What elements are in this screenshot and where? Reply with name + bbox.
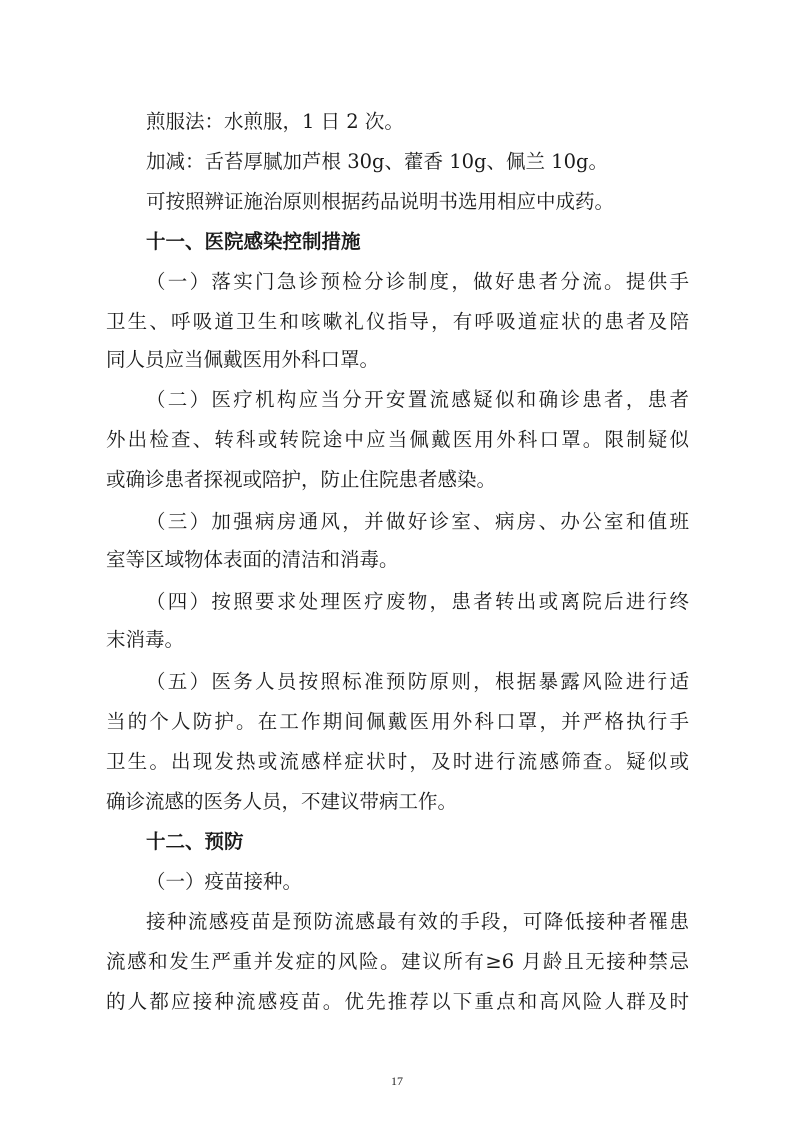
paragraph-line: 卫生。出现发热或流感样症状时，及时进行流感筛查。疑似或 bbox=[106, 750, 689, 773]
paragraph-line: 室等区域物体表面的清洁和消毒。 bbox=[106, 548, 399, 571]
paragraph-line: 的人都应接种流感疫苗。优先推荐以下重点和高风险人群及时 bbox=[106, 990, 689, 1013]
subsection-heading-vaccination: （一）疫苗接种。 bbox=[146, 870, 303, 893]
decoction-method: 煎服法：水煎服，1 日 2 次。 bbox=[146, 110, 404, 133]
page-number: 17 bbox=[391, 1074, 403, 1088]
paragraph-line: （二）医疗机构应当分开安置流感疑似和确诊患者，患者 bbox=[146, 388, 689, 411]
paragraph-line: 流感和发生严重并发症的风险。建议所有≥6 月龄且无接种禁忌 bbox=[106, 950, 689, 973]
paragraph-line: 外出检查、转科或转院途中应当佩戴医用外科口罩。限制疑似 bbox=[106, 428, 689, 451]
paragraph-line: 末消毒。 bbox=[106, 628, 185, 651]
paragraph-line: （四）按照要求处理医疗废物，患者转出或离院后进行终 bbox=[146, 590, 689, 613]
paragraph-line: 卫生、呼吸道卫生和咳嗽礼仪指导，有呼吸道症状的患者及陪 bbox=[106, 310, 689, 333]
paragraph-line: 或确诊患者探视或陪护，防止住院患者感染。 bbox=[106, 468, 497, 491]
section-heading-infection-control: 十一、医院感染控制措施 bbox=[146, 230, 361, 253]
paragraph-line: 确诊流感的医务人员，不建议带病工作。 bbox=[106, 790, 458, 813]
paragraph-line: （一）落实门急诊预检分诊制度，做好患者分流。提供手 bbox=[146, 270, 689, 293]
paragraph-line: （三）加强病房通风，并做好诊室、病房、办公室和值班 bbox=[146, 510, 689, 533]
paragraph-line: 当的个人防护。在工作期间佩戴医用外科口罩，并严格执行手 bbox=[106, 710, 689, 733]
paragraph-line: 同人员应当佩戴医用外科口罩。 bbox=[106, 348, 380, 371]
patent-medicine-line: 可按照辨证施治原则根据药品说明书选用相应中成药。 bbox=[146, 190, 615, 213]
paragraph-line: （五）医务人员按照标准预防原则，根据暴露风险进行适 bbox=[146, 670, 689, 693]
section-heading-prevention: 十二、预防 bbox=[146, 830, 244, 853]
paragraph-line: 接种流感疫苗是预防流感最有效的手段，可降低接种者罹患 bbox=[146, 910, 689, 933]
modification-line: 加减：舌苔厚腻加芦根 30g、藿香 10g、佩兰 10g。 bbox=[146, 150, 608, 173]
